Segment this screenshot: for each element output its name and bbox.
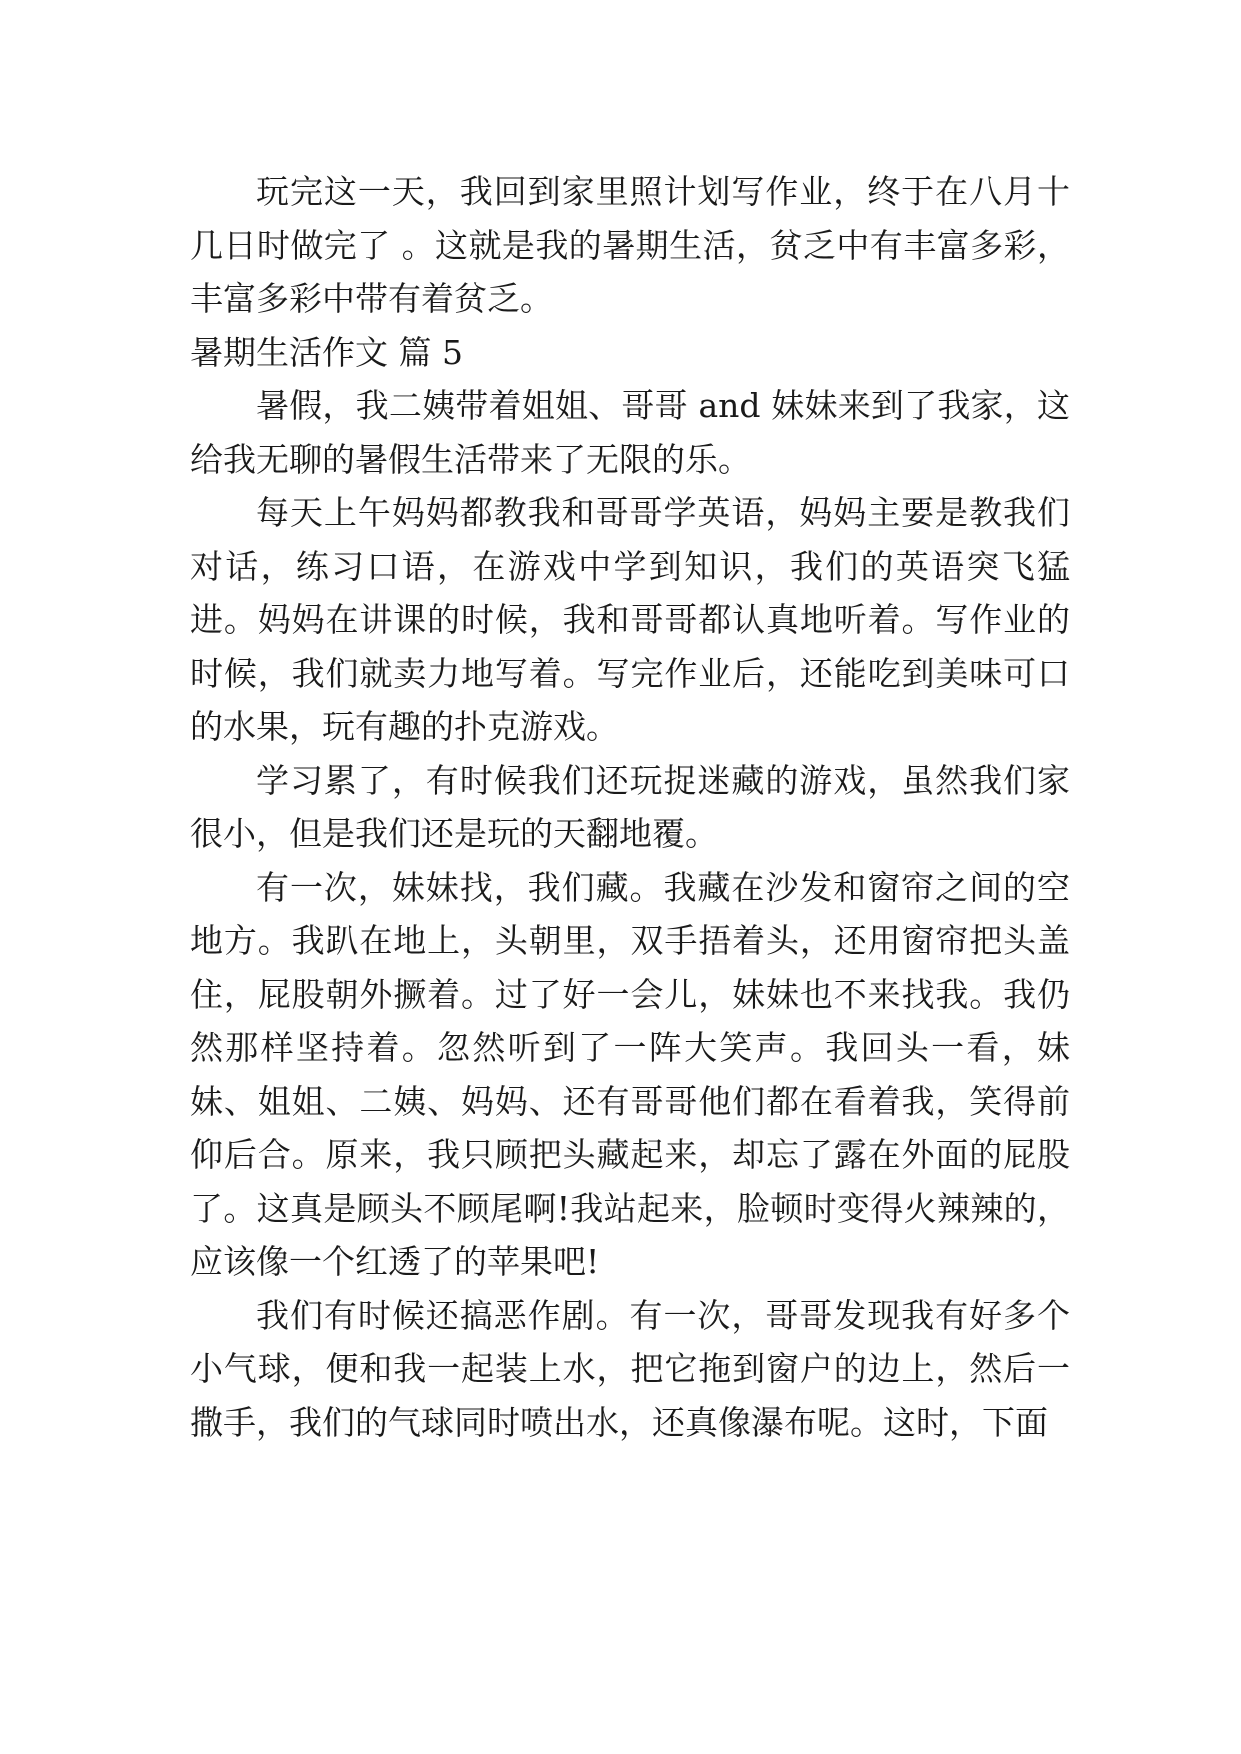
paragraph: 暑假，我二姨带着姐姐、哥哥 and 妹妹来到了我家，这给我无聊的暑假生活带来了无限的乐。 xyxy=(190,386,1070,479)
paragraph: 每天上午妈妈都教我和哥哥学英语，妈妈主要是教我们对话，练习口语，在游戏中学到知识，我们的英语突飞猛进。妈妈在讲课的时候，我和哥哥都认真地听着。写作业的时候，我们就卖力地写着。写完作业后，还能吃到美味可口的水果，玩有趣的扑克游戏。 xyxy=(190,493,1070,746)
section-heading: 暑期生活作文 篇 5 xyxy=(190,332,463,372)
paragraph: 有一次，妹妹找，我们藏。我藏在沙发和窗帘之间的空地方。我趴在地上，头朝里，双手捂着头，还用窗帘把头盖住，屁股朝外撅着。过了好一会儿，妹妹也不来找我。我仍然那样坚持着。忽然听到了一阵大笑声。我回头一看，妹妹、姐姐、二姨、妈妈、还有哥哥他们都在看着我，笑得前仰后合。原来，我只顾把头藏起来，却忘了露在外面的屁股了。这真是顾头不顾尾啊!我站起来，脸顿时变得火辣辣的，应该像一个红透了的苹果吧! xyxy=(190,867,1070,1281)
paragraph: 玩完这一天，我回到家里照计划写作业，终于在八月十几日时做完了 。这就是我的暑期生活，贫乏中有丰富多彩，丰富多彩中带有着贫乏。 xyxy=(190,172,1070,318)
paragraph: 学习累了，有时候我们还玩捉迷藏的游戏，虽然我们家很小，但是我们还是玩的天翻地覆。 xyxy=(190,760,1070,853)
document-body xyxy=(190,165,1070,1449)
paragraph: 我们有时候还搞恶作剧。有一次，哥哥发现我有好多个小气球，便和我一起装上水，把它拖到窗户的边上，然后一撒手，我们的气球同时喷出水，还真像瀑布呢。这时，下面 xyxy=(190,1295,1070,1442)
